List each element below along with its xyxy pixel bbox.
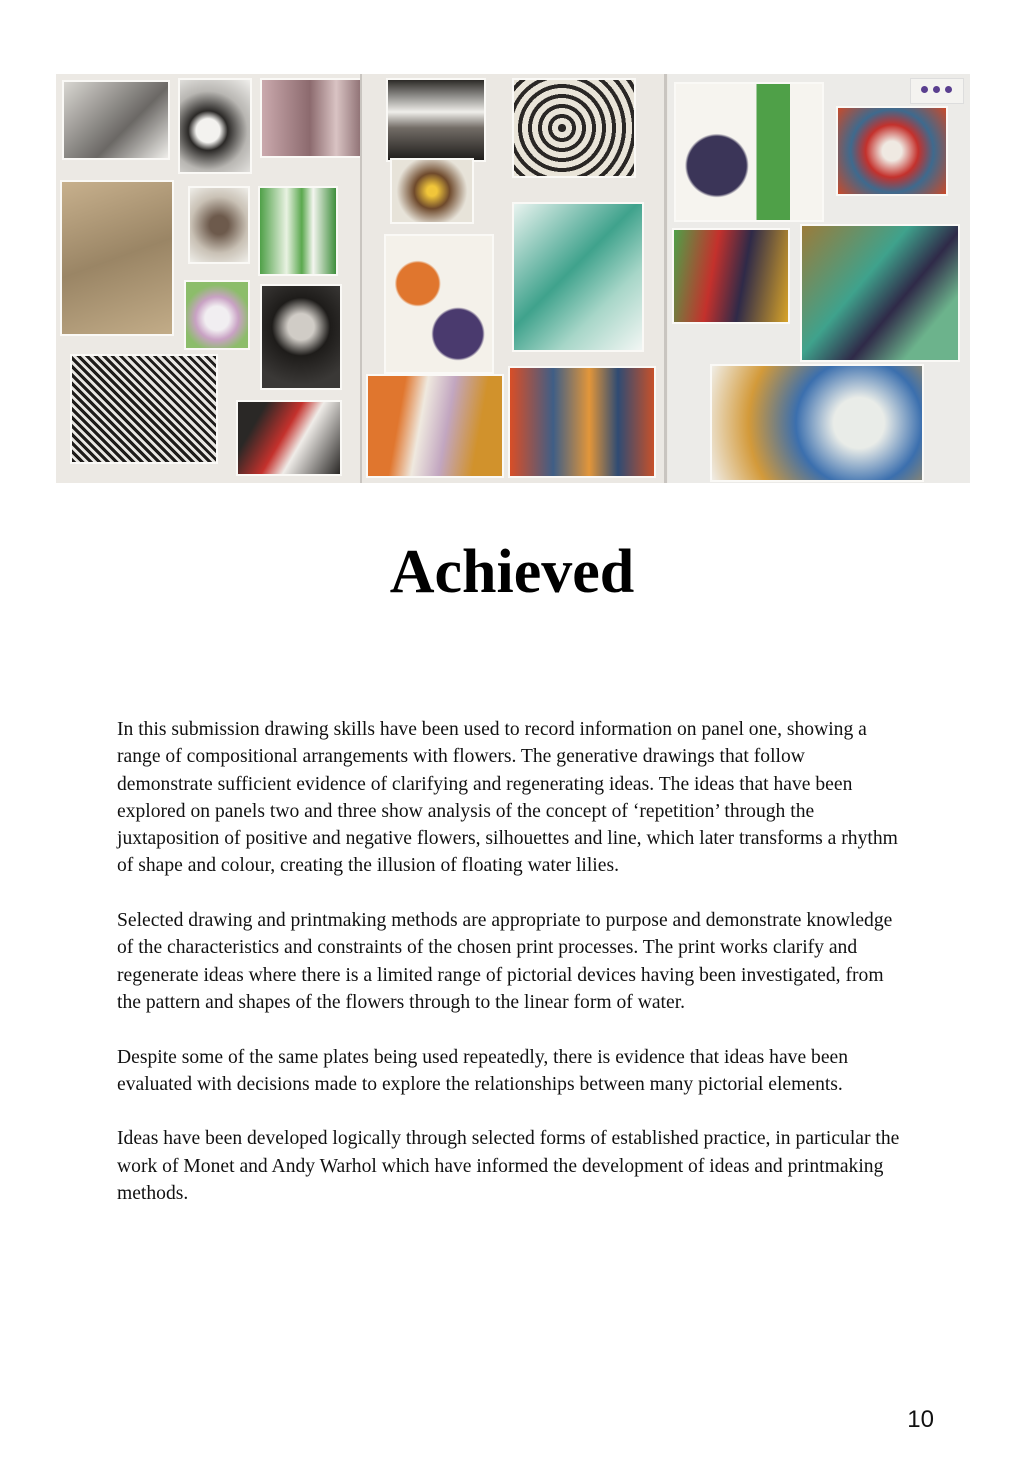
- paragraph-4: Ideas have been developed logically through selected forms of established practice, in particular the work of Monet and Andy Warhol which have informed the development of ideas and printmaking methods.: [117, 1128, 900, 1205]
- artwork-red-plate-print: [836, 106, 948, 196]
- artwork-dark-vessel-print: [672, 228, 790, 324]
- artwork-textured-sketch: [188, 186, 250, 264]
- artwork-red-still-life: [236, 400, 342, 476]
- artwork-green-jar: [184, 280, 250, 350]
- page-title: Achieved: [389, 538, 635, 606]
- artwork-orange-collage: [366, 374, 504, 478]
- panel-two: [362, 74, 668, 483]
- artwork-woodcut-landscape: [70, 354, 218, 464]
- panel-seam-2: [664, 74, 667, 483]
- artwork-green-bottles: [258, 186, 338, 276]
- artwork-black-goblet: [260, 284, 342, 390]
- panel-three: [668, 74, 970, 483]
- paragraph-1: In this submission drawing skills have been used to record information on panel one, showing a range of compositional arrangements with flowers. The generative drawings that follow demonstrate sufficient evidence of clarifying and regenerating ideas. The ideas that have been explored on panels two and three show analysis of the concept of ‘repetition’ through the juxtaposition of positive and negative flowers, silhouettes and line, which later transforms a rhythm of shape and colour, creating the illusion of floating water lilies.: [117, 719, 898, 877]
- artwork-sepia-drawing: [60, 180, 174, 336]
- artwork-photo: [56, 74, 970, 483]
- page-number: 10: [907, 1406, 934, 1433]
- panel-one: [56, 74, 376, 483]
- artwork-bottles-pink: [260, 78, 370, 158]
- logo-badge: [910, 78, 964, 104]
- artwork-small-flower-print: [390, 158, 474, 224]
- artwork-teal-waterlily: [512, 202, 644, 352]
- body-text: [117, 716, 903, 1235]
- artwork-ink-abstract: [512, 78, 636, 178]
- artwork-sketch-vessels: [178, 78, 252, 174]
- artwork-orange-purple-flowers: [384, 234, 494, 374]
- paragraph-2: Selected drawing and printmaking methods are appropriate to purpose and demonstrate knowledge of the characteristics and constraints of the chosen print processes. The print works clarify and regenerate ideas where there is a limited range of pictorial devices having been investigated, from the pattern and shapes of the flowers through to the linear form of water.: [117, 910, 893, 1013]
- artwork-teal-abstract: [800, 224, 960, 362]
- artwork-blue-jug: [710, 364, 924, 482]
- artwork-sketch-still-life: [62, 80, 170, 160]
- artwork-window-collage: [508, 366, 656, 478]
- artwork-vessel-silhouettes: [674, 82, 824, 222]
- artwork-monochrome-print: [386, 78, 486, 162]
- paragraph-3: Despite some of the same plates being used repeatedly, there is evidence that ideas have been evaluated with decisions made to explore the relationships between many pictorial elements.: [117, 1046, 849, 1095]
